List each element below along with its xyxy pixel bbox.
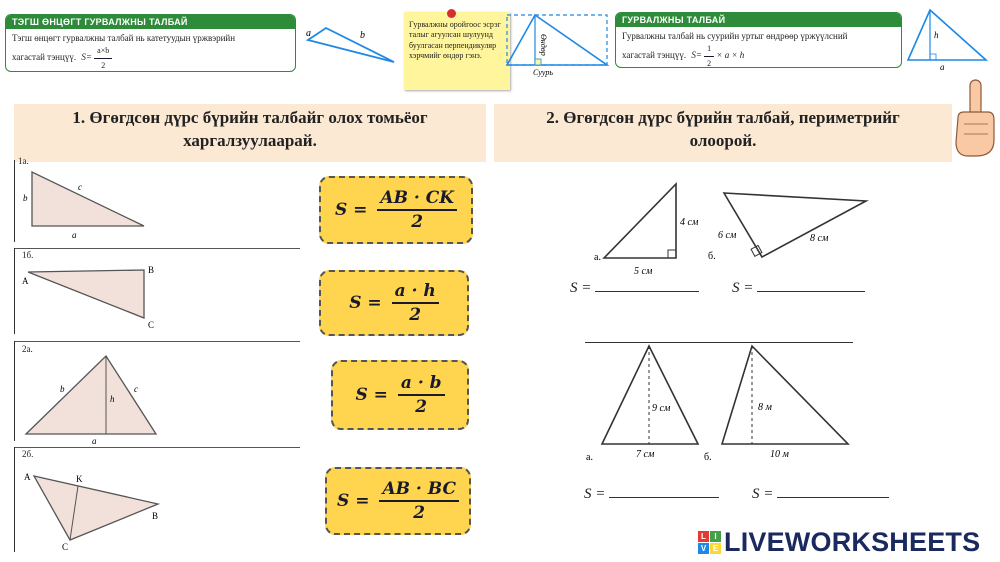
- label-c: c: [78, 182, 82, 192]
- problem-2d-triangle: [700, 340, 860, 462]
- label-h: h: [110, 394, 115, 404]
- divider: [14, 447, 300, 448]
- label-C: C: [62, 542, 69, 552]
- problem-id: б.: [704, 452, 712, 462]
- label-leg-horizontal: 5 см: [634, 266, 653, 277]
- figure-2b: [14, 458, 174, 554]
- label-base: 7 см: [636, 449, 655, 460]
- divider: [14, 248, 300, 249]
- card-title: ТЭГШ ӨНЦӨГТ ГУРВАЛЖНЫ ТАЛБАЙ: [6, 15, 295, 29]
- label-b: b: [360, 30, 365, 41]
- isosceles-triangle: [602, 346, 698, 444]
- triangle-area-card: [615, 12, 902, 68]
- figure-1a: [14, 160, 159, 240]
- section1-title: 1. Өгөгдсөн дүрс бүрийн талбайг олох томьёог харгалзуулаарай.: [14, 104, 486, 162]
- problem-2b-triangle: [700, 183, 875, 265]
- right-triangle: [724, 193, 866, 257]
- label-b: b: [23, 193, 28, 203]
- label-A: A: [24, 472, 31, 482]
- section2-title: 2. Өгөгдсөн дүрс бүрийн талбай, периметрийг олоорой.: [494, 104, 952, 162]
- answer-blank[interactable]: [595, 291, 699, 292]
- label-base: 10 м: [770, 449, 789, 460]
- card-formula-suffix: × a × h: [716, 50, 745, 61]
- label-height: 8 м: [758, 402, 772, 413]
- formula-card-a-b[interactable]: S = $\frac{a \cdot b}{2}$: [331, 360, 469, 430]
- label-leg-long: 8 см: [810, 233, 829, 244]
- label-B: B: [148, 265, 155, 275]
- answer-blank[interactable]: [777, 497, 889, 498]
- problem-id: б.: [708, 251, 716, 262]
- brand-name: LIVEWORKSHEETS: [724, 527, 981, 557]
- label-c: c: [134, 384, 138, 394]
- label-a: a: [306, 28, 311, 39]
- card-text-line2: хагастай тэнцүү.: [12, 52, 77, 63]
- problem-id: а.: [594, 252, 601, 263]
- label-base: Суурь: [533, 68, 553, 77]
- triangle-shape: [308, 28, 394, 62]
- card-formula-num: 1: [704, 43, 714, 57]
- label-C: C: [148, 320, 155, 330]
- label-a: a: [92, 436, 97, 445]
- label-A: A: [22, 276, 29, 286]
- figure-id: 1а.: [18, 156, 29, 166]
- right-triangle-area-card: [5, 14, 296, 72]
- triangle: [722, 346, 848, 444]
- right-triangle: [604, 184, 676, 258]
- triangle: [34, 476, 158, 540]
- label-K: K: [76, 474, 83, 484]
- formula-card-ab-bc[interactable]: S = $\frac{AB \cdot BC}{2}$: [325, 467, 471, 535]
- divider: [14, 341, 300, 342]
- answer-blank[interactable]: [757, 291, 865, 292]
- right-angle-mark: [668, 250, 676, 258]
- card-formula-num: a×b: [94, 45, 112, 59]
- label-leg-vertical: 4 см: [680, 217, 699, 228]
- label-height: Өндөр: [539, 34, 548, 56]
- label-a: a: [72, 230, 77, 240]
- figure-id: 1б.: [22, 250, 34, 260]
- figure-id: 2б.: [22, 449, 34, 459]
- card-formula-den: 2: [707, 58, 712, 68]
- answer-field-2b[interactable]: S =: [732, 280, 865, 297]
- card-text-line1: Тэгш өнцөгт гурвалжны талбай нь катетуудын үржвэрийн: [12, 33, 236, 43]
- liveworksheets-logo: [698, 527, 980, 558]
- figure-1b: [14, 258, 164, 334]
- card-formula-den: 2: [101, 60, 106, 70]
- label-b: b: [60, 384, 65, 394]
- problem-2a-triangle: [590, 178, 710, 278]
- card-text-line2: хагастай тэнцүү.: [622, 50, 687, 61]
- height-triangle-diagram: [906, 8, 990, 72]
- problem-2c-triangle: [580, 340, 710, 462]
- label-B: B: [152, 511, 159, 521]
- figure-2a: [14, 350, 164, 445]
- card-title: ГУРВАЛЖНЫ ТАЛБАЙ: [616, 13, 901, 27]
- label-height: 9 см: [652, 403, 671, 414]
- card-formula-prefix: S=: [81, 52, 92, 63]
- label-leg-short: 6 см: [718, 230, 737, 241]
- right-triangle: [32, 172, 144, 226]
- formula-card-a-h[interactable]: S = $\frac{a \cdot h}{2}$: [319, 270, 469, 336]
- figure-id: 2а.: [22, 344, 33, 354]
- triangle-shape: [908, 10, 986, 60]
- logo-icon: L I V E: [698, 531, 721, 554]
- triangle: [26, 356, 156, 434]
- note-text: Гурвалжны оройгоос эсрэг талыг агуулсан шулуунд буулгасан перпендикуляр хэрчмийг өндөр гэнэ.: [409, 20, 501, 61]
- right-angle-mark: [535, 59, 541, 65]
- problem-id: а.: [586, 452, 593, 462]
- right-triangle-diagram: [300, 12, 398, 72]
- triangle-shape: [507, 15, 607, 65]
- answer-field-2d[interactable]: S =: [752, 486, 889, 503]
- formula-card-ab-ck[interactable]: S = $\frac{AB \cdot CK}{2}$: [319, 176, 473, 244]
- definition-sticky-note: [404, 12, 510, 90]
- card-formula-prefix: S=: [691, 50, 702, 61]
- label-a: a: [940, 62, 945, 72]
- height-base-diagram: [503, 12, 611, 80]
- answer-blank[interactable]: [609, 497, 719, 498]
- card-text-line1: Гурвалжны талбай нь суурийн уртыг өндрөөр үржүүлсний: [622, 31, 848, 41]
- right-angle-mark: [930, 54, 936, 60]
- pin-icon: [447, 9, 456, 18]
- dashed-frame: [507, 15, 607, 65]
- pointing-hand-icon: [950, 78, 996, 160]
- answer-field-2c[interactable]: S =: [584, 486, 719, 503]
- answer-field-2a[interactable]: S =: [570, 280, 699, 297]
- label-h: h: [934, 30, 939, 40]
- right-triangle: [28, 270, 144, 318]
